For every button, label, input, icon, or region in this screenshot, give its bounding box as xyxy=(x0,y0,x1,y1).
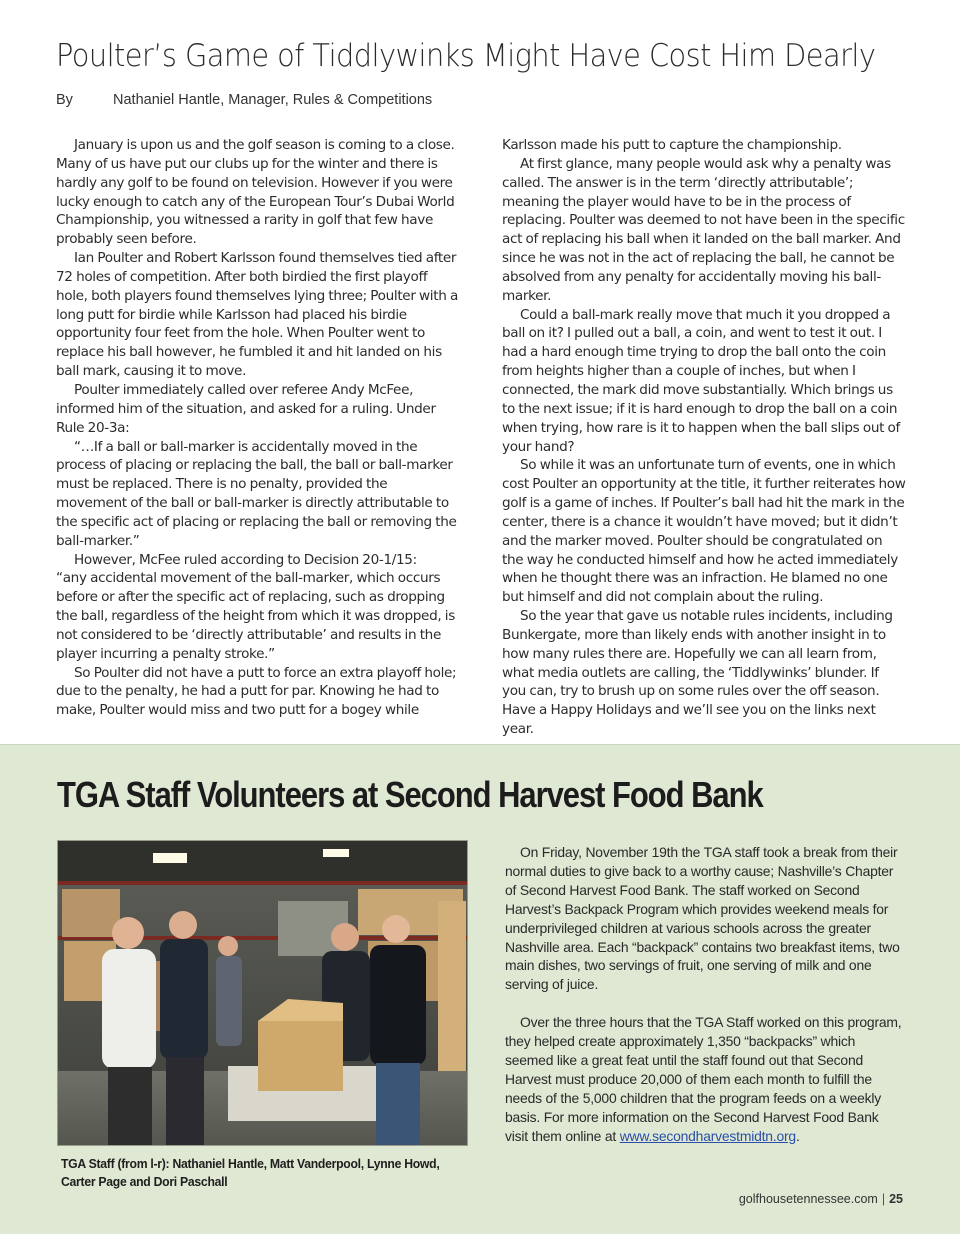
footer-separator: | xyxy=(881,1192,886,1206)
byline xyxy=(56,92,432,108)
body-paragraph: So Poulter did not have a putt to force an extra playoff hole; due to the penalty, he had a putt for par. Knowing he had to make, Poulter would miss and two putt for a bogey while xyxy=(56,664,457,719)
paragraph-text: Over the three hours that the TGA Staff worked on this program, they helped create approximately 1,350 “backpacks” which seemed like a great feat until the staff found out that Second Harvest must produce 20,000 of them each month to fulfill the needs of the 5,000 children that the program feeds on a weekly basis. For more information on the Second Harvest Food Bank visit them online at xyxy=(505,1014,902,1144)
page-number: 25 xyxy=(889,1192,903,1206)
article-title: Poulter’s Game of Tiddlywinks Might Have Cost Him Dearly xyxy=(56,38,876,74)
body-paragraph: Ian Poulter and Robert Karlsson found themselves tied after 72 holes of competition. After both birdied the first playoff hole, both players found themselves lying three; Poulter with a long putt for birdie while Karlsson had placed his birdie opportunity four feet from the hole. When Poulter went to replace his ball however, he fumbled it and hit landed on his ball mark, causing it to move. xyxy=(56,250,458,380)
footer-site: golfhousetennessee.com xyxy=(738,1192,878,1206)
food-bank-article-body xyxy=(505,843,905,1145)
body-paragraph: January is upon us and the golf season is coming to a close. Many of us have put our clubs up for the winter and there is hardly any golf to be found on television. However if you were lucky enough to catch any of the European Tour’s Dubai World Championship, you witnessed a rarity in golf that few have probably seen before. xyxy=(56,137,455,248)
body-paragraph: On Friday, November 19th the TGA staff took a break from their normal duties to give back to a worthy cause; Nashville’s Chapter of Second Harvest Food Bank. The staff worked on Second Harvest’s Backpack Program which provides weekend meals for underprivileged children at various schools across the greater Nashville area. Each “backpack” contains two breakfast items, two main dishes, two servings of fruit, one serving of milk and one serving of juice. xyxy=(505,844,900,993)
body-paragraph: So while it was an unfortunate turn of events, one in which cost Poulter an opportunity at the title, it further reiterates how golf is a game of inches. If Poulter’s ball had hit the mark in the center, there is a chance it wouldn’t have moved; but it didn’t and the marker moved. Poulter should be congratulated on the way he conducted himself and how he acted immediately when he thought there was an infraction. He blamed no one but himself and did not complain about the ruling. xyxy=(502,457,906,606)
section-title: TGA Staff Volunteers at Second Harvest Food Bank xyxy=(57,774,763,815)
body-paragraph: So the year that gave us notable rules incidents, including Bunkergate, more than likely ends with another insight in to how many rules there are. Hopefully we can all learn from, what media outlets are calling, the ‘Tiddlywinks’ blunder. If you can, try to brush up on some rules over the off season. Have a Happy Holidays and we’ll see you on the links next year. xyxy=(502,608,893,738)
article-column-left xyxy=(56,136,460,720)
body-paragraph xyxy=(505,1013,905,1145)
body-paragraph: Poulter immediately called over referee Andy McFee, informed him of the situation, and asked for a ruling. Under Rule 20-3a: xyxy=(56,381,436,436)
paragraph-end: . xyxy=(795,1127,800,1144)
body-paragraph: At first glance, many people would ask why a penalty was called. The answer is in the term ‘directly attributable’; meaning the player would have to be in the process of replacing. Poulter was deemed to not have been in the specific act of replacing his ball when it landed on the ball marker. And since he was not in the act of replacing the ball, he cannot be absolved from any penalty for accidentally moving his ball-marker. xyxy=(502,155,905,304)
body-paragraph: Karlsson made his putt to capture the championship. xyxy=(502,137,842,153)
byline-author: Nathaniel Hantle, Manager, Rules & Competitions xyxy=(113,92,433,108)
byline-label: By xyxy=(56,92,73,108)
body-paragraph: However, McFee ruled according to Decision 20-1/15: xyxy=(74,551,417,568)
second-harvest-link[interactable]: www.secondharvestmidtn.org xyxy=(619,1127,796,1144)
page-footer xyxy=(739,1192,903,1206)
photo-caption: TGA Staff (from l-r): Nathaniel Hantle, Matt Vanderpool, Lynne Howd, Carter Page and Dori Paschall xyxy=(61,1156,440,1189)
article-column-right xyxy=(502,136,906,739)
staff-photo xyxy=(57,840,468,1146)
rule-quote: “…If a ball or ball-marker is accidentally moved in the process of placing or replacing the ball, the ball or ball-marker must be replaced. There is no penalty, provided the movement of the ball or ball-marker is directly attributable to the specific act of placing or replacing the ball or removing the ball-marker.” xyxy=(56,438,457,549)
body-paragraph: Could a ball-mark really move that much it you dropped a ball on it? I pulled out a ball, a coin, and went to test it out. I had a hard enough time trying to drop the ball onto the coin from heights higher than a couple of inches, but when I connected, the mark did move substantially. Which brings us to the next issue; if it is hard enough to drop the ball on a coin when trying, how rare is it to happen when the ball slips out of your hand? xyxy=(502,306,900,455)
decision-quote: “any accidental movement of the ball-marker, which occurs before or after the specific act of replacing, such as dropping the ball, regardless of the height from which it was dropped, is not considered to be ‘directly attributable’ and results in the player incurring a penalty stroke.” xyxy=(56,570,455,662)
